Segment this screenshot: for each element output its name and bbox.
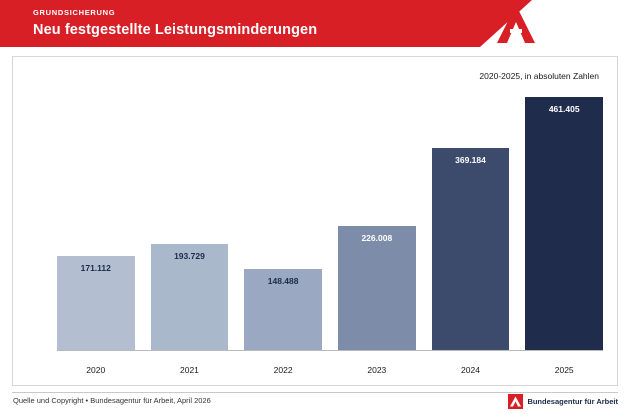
ba-logo-mark-icon: [508, 394, 523, 409]
chart-plot-area: [57, 87, 603, 351]
bar[interactable]: [525, 97, 603, 350]
bar-slot: [338, 87, 416, 350]
ba-logo-a-icon: [494, 2, 538, 46]
bar-slot: [244, 87, 322, 350]
bar[interactable]: [244, 269, 322, 350]
chart-subtitle: 2020-2025, in absoluten Zahlen: [479, 71, 599, 81]
footer-brand-label: Bundesagentur für Arbeit: [527, 397, 618, 406]
footer-source-text: Quelle und Copyright • Bundesagentur für Arbeit, April 2026: [13, 396, 211, 405]
bar-slot: [57, 87, 135, 350]
x-tick-label: 2020: [86, 365, 106, 375]
bar-value-label: 148.488: [267, 275, 299, 286]
bar[interactable]: [432, 148, 510, 350]
bar-series: [57, 87, 603, 350]
bar-value-label: 369.184: [455, 154, 486, 165]
chart-container: [12, 56, 618, 386]
x-tick-label: 2021: [179, 365, 199, 375]
bar-slot: [525, 87, 603, 350]
x-tick-label: 2023: [367, 365, 387, 375]
x-axis-line: [57, 350, 603, 351]
bar[interactable]: [151, 244, 229, 350]
bar[interactable]: [57, 256, 135, 350]
footer-brand: [508, 394, 618, 409]
x-tick-label: 2024: [461, 365, 480, 375]
bar-value-label: 226.008: [361, 233, 393, 244]
x-axis-tick-labels: [57, 365, 603, 375]
bar-slot: [432, 87, 510, 350]
page-title: Neu festgestellte Leistungsminderungen: [33, 22, 318, 38]
x-tick-label: 2022: [273, 365, 293, 375]
header-banner: [0, 0, 630, 47]
header-kicker: GRUNDSICHERUNG: [33, 8, 116, 17]
footer-divider: [12, 392, 618, 393]
bar-value-label: 193.729: [174, 250, 205, 261]
bar[interactable]: [338, 226, 416, 350]
x-tick-label: 2025: [554, 365, 574, 375]
bar-slot: [151, 87, 229, 350]
bar-value-label: 461.405: [548, 104, 580, 115]
bar-value-label: 171.112: [80, 263, 111, 274]
footer: [12, 392, 618, 412]
